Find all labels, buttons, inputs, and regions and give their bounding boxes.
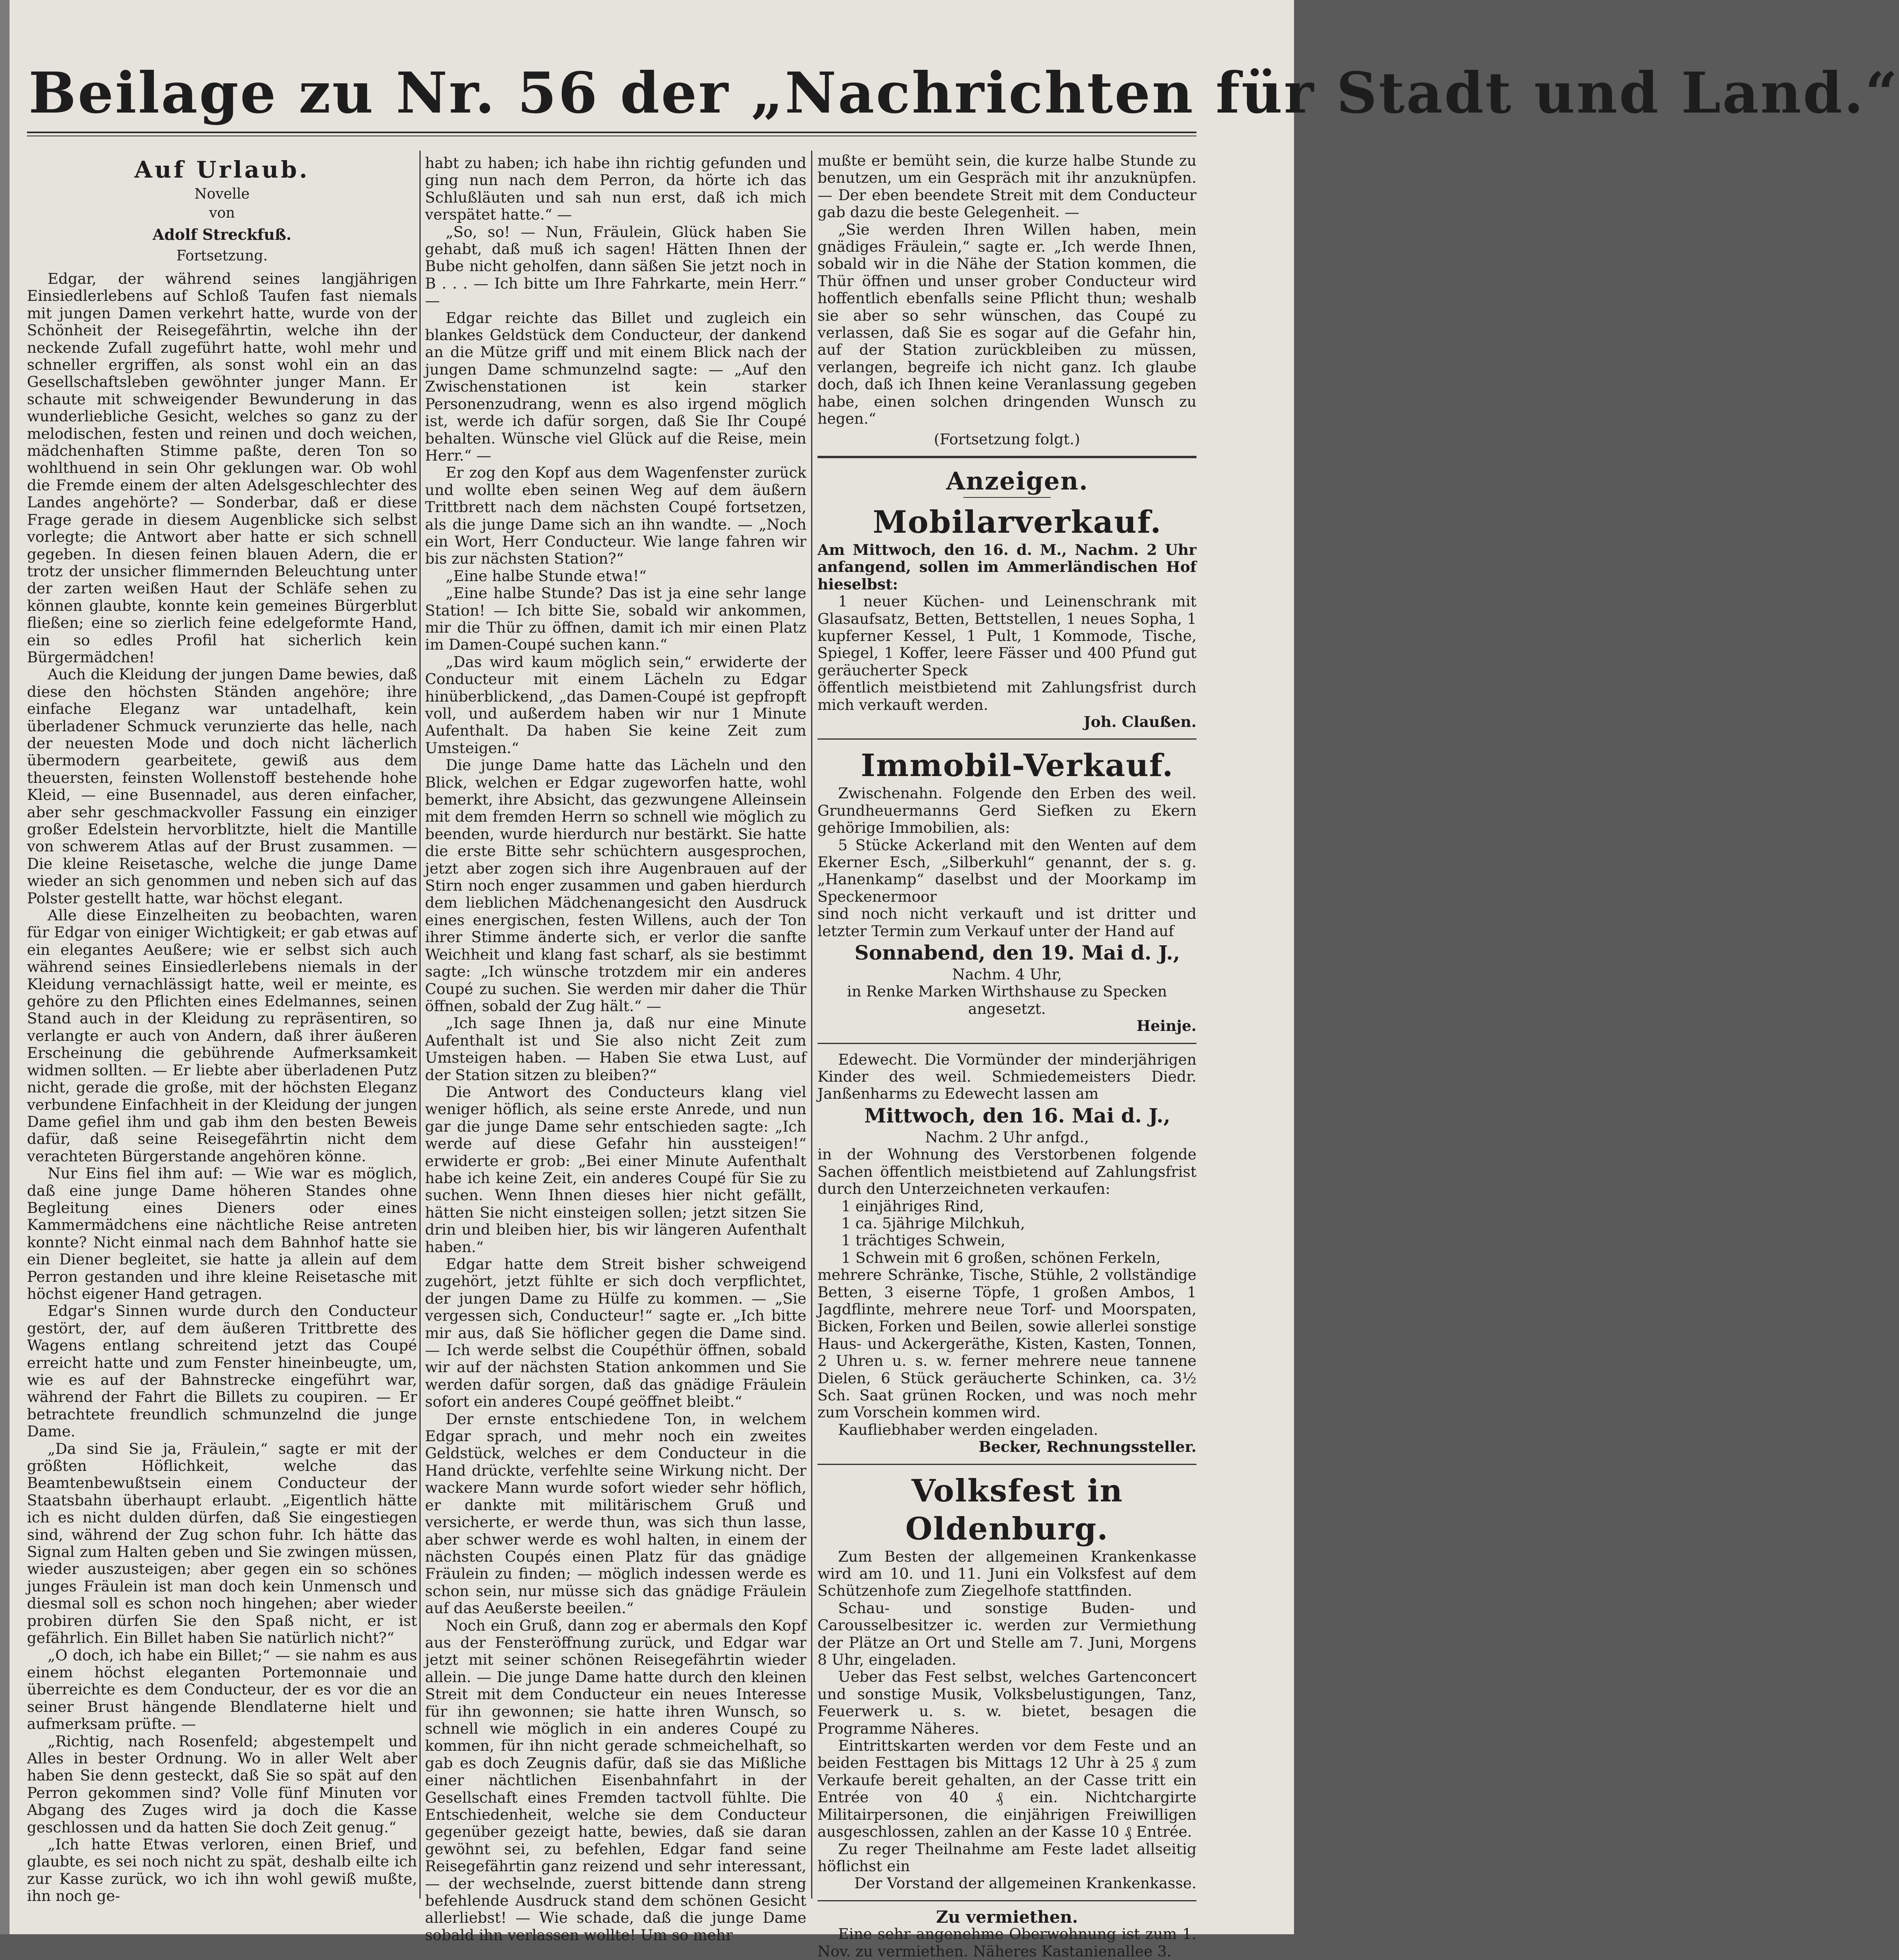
volksfest-paragraph: Eintrittskarten werden vor dem Feste und an beiden Festtagen bis Mittags 12 Uhr à 25 ₰ zum Verkaufe bereit gehalten, an der Casse tritt ein Entrée von 40 ₰ ein. Nichtchargirte Militairpersonen, die einjährigen Freiwilligen ausgeschlossen, zahlen an der Kasse 10 ₰ Entrée. bbox=[817, 1737, 1196, 1841]
edewecht-item: 1 ca. 5jährige Milchkuh, bbox=[841, 1214, 1025, 1232]
edewecht-rest: mehrere Schränke, Tische, Stühle, 2 vollständige Betten, 3 eiserne Töpfe, 1 großen Ambos, 1 Jagdflinte, mehrere neue Torf- und Moorspaten, Bicken, Forken und Beilen, sowie allerlei sonstige Haus- und Ackergeräthe, Kisten, Kasten, Tonnen, 2 Uhren u. s. w. ferner mehrere neue tannene Dielen, 6 Stück geräucherte Schinken, ca. 3½ Sch. Saat grünen Rocken, und was noch mehr zum Vorschein kommen wird. bbox=[817, 1266, 1196, 1421]
story-paragraph: Auch die Kleidung der jungen Dame bewies, daß diese den höchsten Ständen angehöre; ihre einfache Eleganz war untadelhaft, kein überladener Schmuck verunzierte das helle, nach der neuesten Mode und doch nicht lächerlich übermodern gearbeitete, gewiß aus dem theuersten, feinsten Wollenstoff bestehende hohe Kleid, — eine Busennadel, aus deren einfacher, aber sehr geschmackvoller Fassung ein einziger großer Edelstein hervorblitzte, hielt die Mantille von schwerem Atlas auf der Brust zusammen. — Die kleine Reisetasche, welche die junge Dame wieder an sich genommen und neben sich auf das Polster gestellt hatte, war höchst elegant. bbox=[27, 665, 417, 907]
ad-divider bbox=[817, 1464, 1196, 1465]
masthead-rule-top bbox=[27, 132, 1196, 133]
edewecht-item: 1 Schwein mit 6 großen, schönen Ferkeln, bbox=[841, 1249, 1161, 1266]
immobil-date: Sonnabend, den 19. Mai d. J., bbox=[854, 941, 1180, 965]
volksfest-paragraph: Ueber das Fest selbst, welches Gartenconcert und sonstige Musik, Volksbelustigungen, Tanz, Feuerwerk u. s. w. bietet, besagen die Programme Näheres. bbox=[817, 1668, 1196, 1737]
story-paragraph: Die Antwort des Conducteurs klang viel weniger höflich, als seine erste Anrede, und nun gar die junge Dame sehr entschieden sagte: „Ich werde auf diese Gefahr hin aussteigen!“ erwiderte er grob: „Bei einer Minute Aufenthalt habe ich keine Zeit, ein anderes Coupé für Sie zu suchen. Wenn Ihnen dieses hier nicht gefällt, hätten Sie nicht einsteigen sollen; jetzt sitzen Sie drin und bleiben hier, bis wir längeren Aufenthalt haben.“ bbox=[425, 1083, 806, 1256]
story-paragraph: Er zog den Kopf aus dem Wagenfenster zurück und wollte eben seinen Weg auf dem äußern Trittbrett nach dem nächsten Coupé fortsetzen, als die junge Dame sich an ihn wandte. — „Noch ein Wort, Herr Conducteur. Wie lange fahren wir bis zur nächsten Station?“ bbox=[425, 464, 806, 568]
story-paragraph: Edgar reichte das Billet und zugleich ein blankes Geldstück dem Conducteur, der dankend an die Mütze griff und mit einem Blick nach der jungen Dame schmunzelnd sagte: — „Auf den Zwischenstationen ist kein starker Personenzudrang, wenn es also irgend möglich ist, werde ich dafür sorgen, daß Sie Ihr Coupé behalten. Wünsche viel Glück auf die Reise, mein Herr.“ — bbox=[425, 309, 806, 464]
mobilar-outro: öffentlich meistbietend mit Zahlungsfrist durch mich verkauft werden. bbox=[817, 679, 1196, 713]
volksfest-title: Volksfest in Oldenburg. bbox=[905, 1472, 1123, 1547]
story-paragraph: Noch ein Gruß, dann zog er abermals den Kopf aus der Fensteröffnung zurück, und Edgar war jetzt mit seiner schönen Reisegefährtin wieder allein. — Die junge Dame hatte durch den kleinen Streit mit dem Conducteur ein neues Interesse für ihn gewonnen; sie hatte ihren Wunsch, so schnell wie möglich in ein anderes Coupé zu kommen, für ihn nicht gerade schmeichelhaft, so gab es doch Zeugnis dafür, daß sie das Mißliche einer nächtlichen Eisenbahnfahrt in der Gesellschaft eines Fremden tactvoll fühlte. Die Entschiedenheit, welche sie dem Conducteur gegenüber gezeigt hatte, bewies, daß sie daran gewöhnt sei, zu befehlen, Edgar fand seine Reisegefährtin ganz reizend und sehr interessant, — der wechselnde, zuerst bittende dann streng befehlende Ausdruck stand dem schönen Gesicht allerliebst! — Wie schade, daß die junge Dame sobald ihn verlassen wollte! Um so mehr bbox=[425, 1616, 806, 1944]
story-paragraph: Der ernste entschiedene Ton, in welchem Edgar sprach, und mehr noch ein zweites Geldstück, welches er dem Conducteur in die Hand drückte, verfehlte seine Wirkung nicht. Der wackere Mann wurde sofort wieder sehr höflich, er dankte mit militärischem Gruß und versicherte, er werde thun, was sich thun lasse, aber schwer werde es wohl halten, in einem der nächsten Coupés einen Platz für das gnädige Fräulein zu finden; — möglich indessen werde es schon sein, nur müsse sich das gnädige Fräulein auf das Aeußerste beeilen.“ bbox=[425, 1410, 806, 1617]
volksfest-paragraph: Schau- und sonstige Buden- und Carousselbesitzer ic. werden zur Vermiethung der Plätze an Ort und Stelle am 7. Juni, Morgens 8 Uhr, eingeladen. bbox=[817, 1599, 1196, 1669]
mobilar-intro: Am Mittwoch, den 16. d. M., Nachm. 2 Uhr anfangend, sollen im Ammerländischen Hof hieselbst: bbox=[817, 541, 1196, 593]
story-by: von bbox=[209, 205, 235, 221]
immobil-signature: Heinje. bbox=[1136, 1017, 1196, 1035]
story-genre: Novelle bbox=[194, 186, 250, 202]
story-paragraph: mußte er bemüht sein, die kurze halbe Stunde zu benutzen, um ein Gespräch mit ihr anzuknüpfen. — Der eben beendete Streit mit dem Conducteur gab dazu die beste Gelegenheit. — bbox=[817, 152, 1196, 221]
edewecht-signature: Becker, Rechnungssteller. bbox=[978, 1438, 1196, 1456]
edewecht-time: Nachm. 2 Uhr anfgd., bbox=[925, 1128, 1089, 1146]
story-title: Auf Urlaub. bbox=[134, 156, 310, 183]
story-paragraph: „Eine halbe Stunde? Das ist ja eine sehr lange Station! — Ich bitte Sie, sobald wir ankommen, mir die Thür zu öffnen, damit ich mir einen Platz im Damen-Coupé suchen kann.“ bbox=[425, 584, 806, 654]
story-paragraph: Edgar, der während seines langjährigen Einsiedlerlebens auf Schloß Taufen fast niemals mit jungen Damen verkehrt hatte, wurde von der Schönheit der Reisegefährtin, welche ihn der neckende Zufall zugeführt hatte, wohl mehr und schneller ergriffen, als sonst wohl ein an das Gesellschaftsleben gewöhnter junger Mann. Er schaute mit schweigender Bewunderung in das wunderliebliche Gesicht, welches so ganz zu der melodischen, festen und reinen und doch weichen, mädchenhaften Stimme paßte, deren Ton so wohlthuend in sein Ohr geklungen war. Ob wohl die Fremde einem der alten Adelsgeschlechter des Landes angehörte? — Sonderbar, daß er diese Frage gerade in diesem Augenblicke sich selbst vorlegte; die Antwort aber hatte er sich schnell gegeben. In diesen feinen blauen Adern, die er trotz der unsicher flimmernden Beleuchtung unter der zarten weißen Haut der Schläfe sehen zu können glaubte, konnte kein gemeines Bürgerblut fließen; eine so zierlich feine edelgeformte Hand, ein so edles Profil hat sicherlich kein Bürgermädchen! bbox=[27, 270, 417, 666]
volksfest-signature: Der Vorstand der allgemeinen Krankenkasse. bbox=[854, 1874, 1196, 1892]
story-paragraph: habt zu haben; ich habe ihn richtig gefunden und ging nun nach dem Perron, da hörte ich das Schlußläuten und sah nun erst, daß ich mich verspätet hatte.“ — bbox=[425, 154, 806, 224]
story-paragraph: „Das wird kaum möglich sein,“ erwiderte der Conducteur mit einem Lächeln zu Edgar hinüberblickend, „das Damen-Coupé ist gepfropft voll, und außerdem haben wir nur 1 Minute Aufenthalt. Da haben Sie keine Zeit zum Umsteigen.“ bbox=[425, 653, 806, 757]
ads-heading: Anzeigen. bbox=[946, 466, 1089, 495]
story-paragraph: „O doch, ich habe ein Billet;“ — sie nahm es aus einem höchst eleganten Portemonnaie und überreichte es dem Conducteur, der es vor die an seiner Brust hängende Blendlaterne hielt und aufmerksam prüfte. — bbox=[27, 1646, 417, 1733]
story-paragraph: „Richtig, nach Rosenfeld; abgestempelt und Alles in bester Ordnung. Wo in aller Welt aber haben Sie denn gesteckt, daß Sie so spät auf den Perron gekommen sind? Volle fünf Minuten vor Abgang des Zuges wird ja doch die Kasse geschlossen und da hatten Sie doch Zeit genug.“ bbox=[27, 1732, 417, 1836]
story-column-2 bbox=[425, 155, 806, 1944]
immobil-outro: sind noch nicht verkauft und ist dritter und letzter Termin zum Verkauf unter der Hand auf bbox=[817, 905, 1196, 940]
story-paragraph: „Ich sage Ihnen ja, daß nur eine Minute Aufenthalt ist und Sie also nicht Zeit zum Umsteigen haben. — Haben Sie etwa Lust, auf der Station sitzen zu bleiben?“ bbox=[425, 1014, 806, 1084]
story-paragraph: Edgar's Sinnen wurde durch den Conducteur gestört, der, auf dem äußeren Trittbrette des Wagens entlang schreitend jetzt das Coupé erreicht hatte und zum Fenster hineinbeugte, um, wie es auf der Bahnstrecke eingeführt war, während der Fahrt die Billets zu coupiren. — Er betrachtete freundlich schmunzelnd die junge Dame. bbox=[27, 1302, 417, 1440]
ads-column bbox=[817, 152, 1196, 1960]
immobil-body: Zwischenahn. Folgende den Erben des weil. Grundheuermanns Gerd Siefken zu Ekern gehörige Immobilien, als: bbox=[817, 784, 1196, 837]
story-paragraph: „Sie werden Ihren Willen haben, mein gnädiges Fräulein,“ sagte er. „Ich werde Ihnen, sobald wir in die Nähe der Station kommen, die Thür öffnen und unser grober Conducteur wird hoffentlich ebenfalls seine Pflicht thun; weshalb sie aber so sehr wünschen, das Coupé zu verlassen, daß Sie es sogar auf die Gefahr hin, auf der Station zurückbleiben zu müssen, verlangen, begreife ich nicht ganz. Ich glaube doch, daß ich Ihnen keine Veranlassung gegeben habe, einen solchen dringenden Wunsch zu hegen.“ bbox=[817, 220, 1196, 428]
page-edge bbox=[0, 0, 10, 1934]
vermieten-title: Zu vermiethen. bbox=[936, 1907, 1078, 1927]
volksfest-paragraph: Zu reger Theilnahme am Feste ladet allseitig höflichst ein bbox=[817, 1840, 1196, 1875]
immobil-title: Immobil-Verkauf. bbox=[861, 748, 1174, 784]
newspaper-page bbox=[10, 0, 1899, 1960]
story-column-1 bbox=[27, 155, 417, 1905]
ad-divider bbox=[817, 738, 1196, 740]
edewecht-intro: Edewecht. Die Vormünder der minderjährigen Kinder des weil. Schmiedemeisters Diedr. Janßenharms zu Edewecht lassen am bbox=[817, 1050, 1196, 1103]
story-author: Adolf Streckfuß. bbox=[152, 226, 292, 243]
story-paragraph: „Da sind Sie ja, Fräulein,“ sagte er mit der größten Höflichkeit, welche das Beamtenbewußtsein einem Conducteur der Staatsbahn überhaupt erlaubt. „Eigentlich hätte ich es nicht dulden dürfen, daß Sie eingestiegen sind, während der Zug schon fuhr. Ich hätte das Signal zum Halten geben und Sie zwingen müssen, wieder auszusteigen; aber gegen ein so schönes junges Fräulein ist man doch kein Unmensch und diesmal soll es schon noch hingehen; aber wieder probiren dürfen Sie den Spaß nicht, er ist gefährlich. Ein Billet haben Sie natürlich nicht?“ bbox=[27, 1440, 417, 1647]
story-paragraph: Edgar hatte dem Streit bisher schweigend zugehört, jetzt fühlte er sich doch verpflichtet, der jungen Dame zu Hülfe zu kommen. — „Sie vergessen sich, Conducteur!“ sagte er. „Ich bitte mir aus, daß Sie höflicher gegen die Dame sind. — Ich werde selbst die Coupéthür öffnen, sobald wir auf der nächsten Station ankommen und Sie werden dafür sorgen, daß das gnädige Fräulein sofort ein anderes Coupé geöffnet bleibt.“ bbox=[425, 1255, 806, 1411]
immobil-place: in Renke Marken Wirthshause zu Specken angesetzt. bbox=[847, 983, 1167, 1017]
edewecht-body: in der Wohnung des Verstorbenen folgende Sachen öffentlich meistbietend auf Zahlungsfrist durch den Unterzeichneten verkaufen: bbox=[817, 1145, 1196, 1198]
story-paragraph: „Ich hatte Etwas verloren, einen Brief, und glaubte, es sei noch nicht zu spät, deshalb eilte ich zur Kasse zurück, wo ich ihn wohl gewiß mußte, ihn noch ge- bbox=[27, 1835, 417, 1905]
ads-heading-underline bbox=[963, 497, 1051, 498]
story-to-be-continued: (Fortsetzung folgt.) bbox=[934, 430, 1080, 448]
section-divider bbox=[817, 456, 1196, 458]
mobilar-title: Mobilarverkauf. bbox=[873, 504, 1162, 540]
story-paragraph: Die junge Dame hatte das Lächeln und den Blick, welchen er Edgar zugeworfen hatte, wohl bemerkt, ihre Absicht, das gezwungene Alleinsein mit dem fremden Herrn so schnell wie möglich zu beenden, wurde hierdurch nur bestärkt. Sie hatte die erste Bitte sehr schüchtern ausgesprochen, jetzt aber zogen sich ihre Augenbrauen auf der Stirn noch enger zusammen und gaben hierdurch dem lieblichen Mädchenangesicht den Ausdruck eines energischen, festen Willens, auch der Ton ihrer Stimme änderte sich, er verlor die sanfte Weichheit und klang fast scharf, als sie bestimmt sagte: „Ich wünsche trotzdem mir ein anderes Coupé zu suchen. Sie werden mir daher die Thür öffnen, sobald der Zug hält.“ — bbox=[425, 756, 806, 1015]
story-paragraph: „So, so! — Nun, Fräulein, Glück haben Sie gehabt, daß muß ich sagen! Hätten Ihnen der Bube nicht geholfen, dann säßen Sie jetzt noch in B . . . — Ich bitte um Ihre Fahrkarte, mein Herr.“ — bbox=[425, 223, 806, 310]
immobil-time: Nachm. 4 Uhr, bbox=[952, 966, 1062, 983]
masthead: Beilage zu Nr. 56 der „Nachrichten für Stadt und Land.“ bbox=[29, 60, 1899, 126]
edewecht-invite: Kaufliebhaber werden eingeladen. bbox=[838, 1421, 1098, 1438]
mobilar-items: 1 neuer Küchen- und Leinenschrank mit Glasaufsatz, Betten, Bettstellen, 1 neues Sopha, 1 kupferner Kessel, 1 Pult, 1 Kommode, Tische, Spiegel, 1 Koffer, leere Fässer und 400 Pfund gut geräucherter Speck bbox=[817, 593, 1196, 679]
edewecht-date: Mittwoch, den 16. Mai d. J., bbox=[864, 1103, 1170, 1127]
mobilar-signature: Joh. Claußen. bbox=[1084, 713, 1196, 730]
ad-divider bbox=[817, 1900, 1196, 1901]
story-paragraph: Nur Eins fiel ihm auf: — Wie war es möglich, daß eine junge Dame höheren Standes ohne Begleitung eines Dieners oder eines Kammermädchens eine nächtliche Reise antreten konnte? Nicht einmal nach dem Bahnhof hatte sie ein Diener begleitet, sie hatte ja allein auf dem Perron gestanden und ihre kleine Reisetasche mit höchst eigener Hand getragen. bbox=[27, 1165, 417, 1302]
story-paragraph: Alle diese Einzelheiten zu beobachten, waren für Edgar von einiger Wichtigkeit; er gab etwas auf ein elegantes Aeußere; wie er selbst sich auch während seines Einsiedlerlebens niemals in der Kleidung vernachlässigt hatte, weil er meinte, es gehöre zu den Pflichten eines Edelmannes, seinen Stand auch in der Kleidung zu repräsentiren, so verlangte er auch von Andern, daß ihrer äußeren Erscheinung die gebührende Aufmerksamkeit widmen sollten. — Er liebte aber überladenen Putz nicht, gerade die große, mit der höchsten Eleganz verbundene Einfachheit in der Kleidung der jungen Dame gefiel ihm und gab ihm den besten Beweis dafür, daß seine Reisegefährtin nicht dem verachteten Bürgerstande angehören könne. bbox=[27, 906, 417, 1165]
edewecht-item: 1 trächtiges Schwein, bbox=[841, 1231, 1005, 1249]
column-divider-1 bbox=[419, 151, 421, 1899]
edewecht-item: 1 einjähriges Rind, bbox=[841, 1197, 984, 1215]
ad-divider bbox=[817, 1043, 1196, 1044]
immobil-items: 5 Stücke Ackerland mit den Wenten auf dem Ekerner Esch, „Silberkuhl“ genannt, der s. g. „Hanenkamp“ daselbst und der Moorkamp im Speckenermoor bbox=[817, 836, 1196, 905]
story-paragraph: „Eine halbe Stunde etwa!“ bbox=[446, 567, 647, 585]
column-divider-2 bbox=[811, 151, 812, 1899]
vermieten-body: Eine sehr angenehme Oberwohnung ist zum 1. Nov. zu vermiethen. Näheres Kastanienallee 3. bbox=[817, 1925, 1196, 1960]
story-continued: Fortsetzung. bbox=[176, 248, 268, 264]
volksfest-paragraph: Zum Besten der allgemeinen Krankenkasse wird am 10. und 11. Juni ein Volksfest auf dem Schützenhofe zum Ziegelhofe stattfinden. bbox=[817, 1547, 1196, 1600]
